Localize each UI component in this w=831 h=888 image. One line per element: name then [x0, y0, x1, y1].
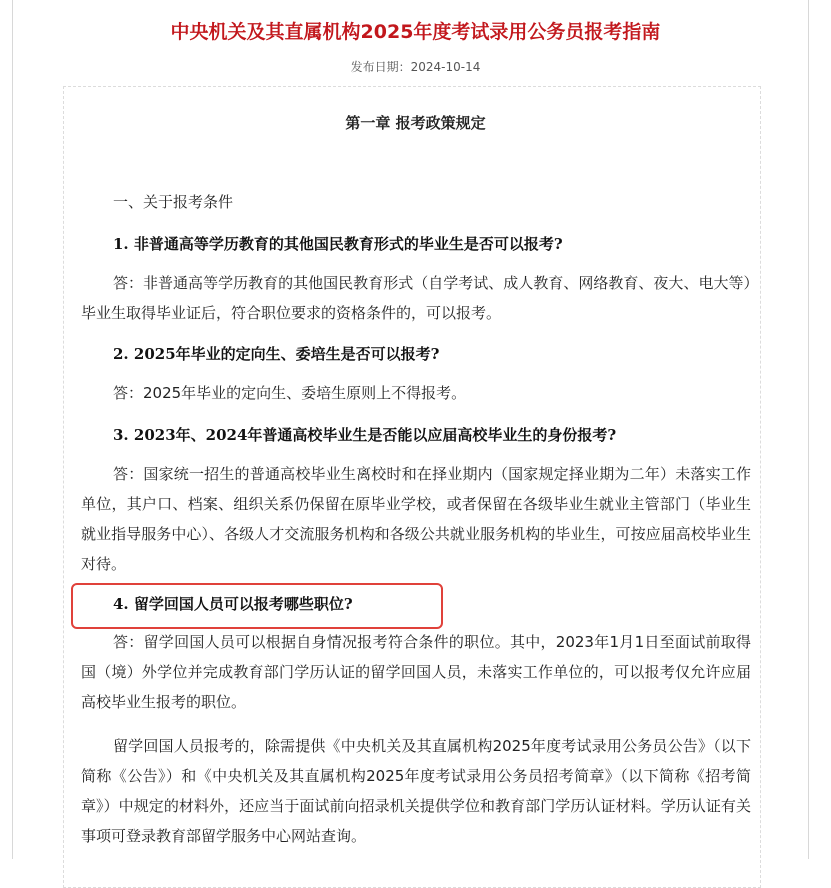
answer-2: 答：2025年毕业的定向生、委培生原则上不得报考。 — [113, 384, 467, 402]
question-1: 1. 非普通高等学历教育的其他国民教育形式的毕业生是否可以报考? — [113, 235, 563, 253]
question-4: 4. 留学回国人员可以报考哪些职位? — [113, 595, 353, 613]
publish-date — [0, 58, 831, 76]
chapter-title: 第一章 报考政策规定 — [345, 114, 486, 132]
publish-date-value: 2024-10-14 — [410, 60, 481, 74]
answer-1: 答：非普通高等学历教育的其他国民教育形式（自学考试、成人教育、网络教育、夜大、电大等）毕业生取得毕业证后，符合职位要求的资格条件的，可以报考。 — [81, 274, 751, 322]
answer-4: 答：留学回国人员可以根据自身情况报考符合条件的职位。其中，2023年1月1日至面试前取得国（境）外学位并完成教育部门学历认证的留学回国人员，未落实工作单位的，可以报考仅允许应届高校毕业生报考的职位。 — [81, 633, 751, 711]
answer-3: 答：国家统一招生的普通高校毕业生离校时和在择业期内（国家规定择业期为二年）未落实工作单位，其户口、档案、组织关系仍保留在原毕业学校，或者保留在各级毕业生就业主管部门（毕业生就业指导服务中心）、各级人才交流服务机构和各级公共就业服务机构的毕业生，可按应届高校毕业生对待。 — [81, 465, 751, 573]
section-heading: 一、关于报考条件 — [113, 193, 234, 211]
question-2: 2. 2025年毕业的定向生、委培生是否可以报考? — [113, 345, 440, 363]
publish-date-label: 发布日期： — [350, 60, 411, 74]
page-title: 中央机关及其直属机构2025年度考试录用公务员报考指南 — [170, 21, 661, 43]
answer-4-paragraph-2: 留学回国人员报考的，除需提供《中央机关及其直属机构2025年度考试录用公务员公告》（以下简称《公告》）和《中央机关及其直属机构2025年度考试录用公务员招考简章》（以下简称《招考简章》）中规定的材料外，还应当于面试前向招录机关提供学位和教育部门学历认证材料。学历认证有关事项可登录教育部留学服务中心网站查询。 — [81, 737, 751, 845]
question-3: 3. 2023年、2024年普通高校毕业生是否能以应届高校毕业生的身份报考? — [113, 426, 617, 444]
